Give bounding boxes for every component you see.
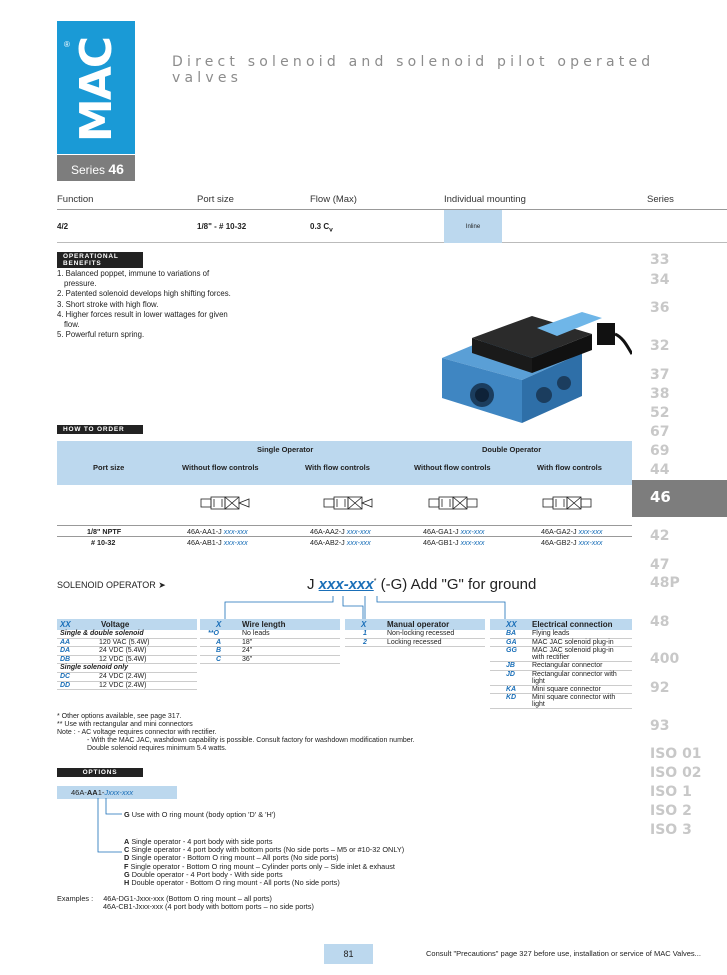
voltage-code: DD: [60, 681, 71, 689]
electrical-value-line: MAC JAC solenoid plug-in: [532, 647, 614, 655]
electrical-code: KD: [506, 694, 517, 702]
wire-code: **O: [208, 630, 219, 637]
electrical-value: Rectangular connector: [532, 662, 603, 670]
options-tag: OPTIONS: [57, 768, 143, 777]
order-code: [541, 538, 603, 547]
manual-key: X: [361, 620, 367, 629]
valve-symbol-icon: [425, 491, 485, 519]
note-line: * Other options available, see page 317.: [57, 713, 182, 720]
voltage-row: [57, 656, 197, 665]
voltage-header: [57, 619, 197, 630]
option-key: A: [124, 837, 130, 846]
hdr-flow: Flow (Max): [310, 194, 357, 205]
opt-code-bold: AA: [86, 788, 98, 797]
spec-function: 4/2: [57, 222, 69, 231]
code-xxx: xxx-xxx: [318, 576, 374, 593]
series-link-37[interactable]: 37: [650, 367, 670, 383]
hdr-single-without: Without flow controls: [182, 463, 259, 472]
order-port: # 10-32: [91, 538, 116, 547]
wire-code: A: [216, 638, 222, 646]
example-text: 46A-DG1-Jxxx-xxx (Bottom O ring mount – all ports): [103, 894, 272, 903]
order-code-base: 46A-AB2-J: [310, 538, 345, 547]
wire-code: B: [216, 647, 222, 655]
hdr-function: Function: [57, 194, 94, 205]
hdr-series: Series: [647, 194, 674, 205]
voltage-row: [57, 639, 197, 648]
examples-label: Examples :: [57, 894, 94, 903]
series-link-52[interactable]: 52: [650, 405, 670, 421]
wire-title: Wire length: [242, 620, 286, 629]
electrical-row: [490, 662, 632, 671]
electrical-table: [490, 619, 632, 709]
order-code-base: 46A-AA1-J: [187, 527, 222, 536]
solenoid-operator-label: SOLENOID OPERATOR ➤: [57, 580, 166, 590]
code-connector-lines: [215, 596, 515, 620]
electrical-value-line: light: [532, 677, 545, 685]
order-row: [57, 525, 632, 536]
wire-header: [200, 619, 340, 630]
mounting-inline: Inline: [444, 210, 502, 243]
benefit-item: 3. Short stroke with high flow.: [57, 299, 159, 309]
benefit-item: 4. Higher forces result in lower wattages for given flow.: [57, 309, 228, 330]
order-port: 1/8" NPTF: [87, 527, 122, 536]
electrical-value-line: Mini square connector with: [532, 694, 616, 702]
electrical-value-line: with rectifier: [532, 654, 570, 662]
electrical-row: [490, 671, 632, 686]
voltage-code: DC: [60, 672, 71, 680]
voltage-row: [57, 647, 197, 656]
series-link-iso3[interactable]: ISO 3: [650, 822, 692, 838]
electrical-key: XX: [506, 620, 517, 629]
series-link-69[interactable]: 69: [650, 443, 670, 459]
order-code-base: 46A-GA2-J: [541, 527, 577, 536]
order-code-base: 46A-AB1-J: [187, 538, 222, 547]
wire-value: 24": [242, 647, 253, 655]
series-link-38[interactable]: 38: [650, 386, 670, 402]
voltage-value: Single solenoid only: [60, 664, 129, 672]
valve-symbol-icon: [197, 491, 257, 519]
series-link-44[interactable]: 44: [650, 462, 670, 478]
wire-value: No leads: [242, 630, 270, 637]
order-code: [423, 527, 485, 536]
series-link-47[interactable]: 47: [650, 557, 670, 573]
manual-header: [345, 619, 485, 630]
wire-row: [200, 647, 340, 656]
series-link-46-active[interactable]: 46: [632, 480, 727, 517]
benefits-tag: OPERATIONAL BENEFITS: [57, 252, 143, 268]
note-line: Double solenoid requires minimum 5.4 watts.: [87, 745, 227, 752]
benefit-item: 2. Patented solenoid develops high shifting forces.: [57, 289, 231, 299]
order-code: [541, 527, 603, 536]
series-link-48[interactable]: 48: [650, 614, 670, 630]
code-j: J: [307, 576, 315, 593]
voltage-value: 24 VDC (5.4W): [99, 647, 147, 655]
option-key: H: [124, 878, 130, 888]
valve-symbol-icon: [539, 491, 599, 519]
registered-mark: ®: [64, 40, 70, 49]
hdr-double-with: With flow controls: [537, 463, 602, 472]
opt-code-mid: 1-: [97, 788, 105, 797]
electrical-value: MAC JAC solenoid plug-in: [532, 638, 614, 646]
note-line: Note : - AC voltage requires connector with rectifier.: [57, 729, 217, 736]
option-key: D: [124, 853, 130, 863]
order-code: [310, 527, 371, 536]
solenoid-code: [307, 576, 536, 593]
electrical-code: KA: [506, 685, 517, 693]
voltage-value: 120 VAC (5.4W): [99, 638, 150, 646]
order-code-suffix: xxx-xxx: [578, 527, 603, 536]
voltage-code: DA: [60, 647, 71, 655]
series-link-36[interactable]: 36: [650, 300, 670, 316]
order-code: [187, 538, 248, 547]
electrical-value: [532, 694, 615, 708]
order-code-base: 46A-GB1-J: [423, 538, 459, 547]
voltage-value: Single & double solenoid: [60, 630, 144, 637]
electrical-header: [490, 619, 632, 630]
spec-port: 1/8" - # 10-32: [197, 222, 247, 231]
order-code-suffix: xxx-xxx: [223, 538, 248, 547]
hdr-single-operator: Single Operator: [257, 445, 314, 454]
series-link-400[interactable]: 400: [650, 651, 680, 667]
order-code: [187, 527, 248, 536]
hdr-double-without: Without flow controls: [414, 463, 491, 472]
voltage-row: [57, 673, 197, 682]
manual-value: Non-locking recessed: [387, 630, 455, 637]
manual-title: Manual operator: [387, 620, 450, 629]
electrical-value: Flying leads: [532, 630, 570, 637]
electrical-value-line: light: [532, 701, 545, 709]
voltage-table: [57, 619, 197, 690]
spec-flow-sub: v: [329, 226, 333, 234]
manual-value: Locking recessed: [387, 638, 442, 646]
order-tag: HOW TO ORDER: [57, 425, 143, 434]
example-line: 46A-CB1-Jxxx-xxx (4 port body with bottom ports – no side ports): [103, 902, 314, 912]
electrical-code: GG: [506, 647, 517, 655]
mac-logo: MAC: [70, 37, 122, 143]
benefit-item: 1. Balanced poppet, immune to variations of pressure.: [57, 269, 210, 289]
electrical-code: JD: [506, 670, 515, 678]
order-code-suffix: xxx-xxx: [346, 538, 371, 547]
page-title: Direct solenoid and solenoid pilot operated valves: [172, 54, 655, 86]
opt-code-suffix: Jxxx-xxx: [104, 788, 134, 797]
order-code-suffix: xxx-xxx: [223, 527, 248, 536]
series-link-67[interactable]: 67: [650, 424, 670, 440]
voltage-value: 24 VDC (2.4W): [99, 672, 147, 680]
examples: [57, 895, 314, 911]
series-link-48p[interactable]: 48P: [650, 575, 680, 591]
electrical-row: [490, 630, 632, 639]
note-line: ** Use with rectangular and mini connectors: [57, 721, 193, 728]
order-code-base: 46A-GA1-J: [423, 527, 459, 536]
series-link-92[interactable]: 92: [650, 680, 670, 696]
wire-row: [200, 630, 340, 639]
voltage-value: 12 VDC (2.4W): [99, 681, 147, 689]
order-table-header: [57, 441, 632, 485]
hdr-port: Port size: [197, 194, 234, 205]
valve-symbol-icon: [320, 491, 380, 519]
option-value: Double operator - Bottom O ring mount - All ports (No side ports): [131, 878, 340, 888]
option-key: G: [124, 869, 130, 879]
voltage-row: [57, 682, 197, 691]
series-link-93[interactable]: 93: [650, 718, 670, 734]
code-ground: (-G) Add "G" for ground: [380, 576, 537, 593]
benefit-item: 5. Powerful return spring.: [57, 330, 145, 340]
option-g: [124, 810, 276, 819]
electrical-value-line: Rectangular connector with: [532, 670, 617, 678]
voltage-key: XX: [60, 620, 71, 629]
voltage-row: [57, 630, 197, 639]
order-code-suffix: xxx-xxx: [578, 538, 603, 547]
manual-row: [345, 630, 485, 639]
option-value: Single operator - 4 port body with side ports: [131, 837, 273, 846]
notes: [57, 713, 477, 753]
spec-flow-value: 0.3 C: [310, 222, 330, 231]
manual-code: 1: [363, 630, 367, 637]
code-star: *: [373, 578, 377, 585]
hdr-mounting: Individual mounting: [444, 194, 526, 205]
electrical-value: Mini square connector: [532, 685, 601, 693]
wire-value: 18": [242, 638, 253, 646]
series-number: 46: [108, 161, 124, 177]
wire-code: C: [216, 655, 222, 663]
order-code: [423, 538, 485, 547]
order-row: [57, 536, 632, 547]
wire-value: 36": [242, 655, 253, 663]
voltage-code: AA: [60, 638, 71, 646]
order-code-suffix: xxx-xxx: [460, 538, 485, 547]
order-code-suffix: xxx-xxx: [346, 527, 371, 536]
manual-code: 2: [363, 638, 367, 646]
voltage-row: [57, 664, 197, 673]
options-list: [124, 838, 404, 887]
series-link-iso01[interactable]: ISO 01: [650, 746, 702, 762]
electrical-row: [490, 686, 632, 695]
electrical-row: [490, 694, 632, 709]
option-key: F: [124, 861, 129, 871]
hdr-port-size: Port size: [93, 463, 125, 472]
electrical-value: [532, 647, 614, 661]
electrical-title: Electrical connection: [532, 620, 613, 629]
valve-product-image: [432, 298, 632, 428]
series-badge: [57, 155, 135, 181]
note-line: - With the MAC JAC, washdown capability is possible. Consult factory for washdown modification number.: [87, 737, 415, 744]
series-prefix: Series: [71, 163, 106, 177]
series-link-iso1[interactable]: ISO 1: [650, 784, 692, 800]
order-code-base: 46A-GB2-J: [541, 538, 577, 547]
order-code-base: 46A-AA2-J: [310, 527, 345, 536]
voltage-value: 12 VDC (5.4W): [99, 655, 147, 663]
opt-code-pre: 46A-: [71, 788, 87, 797]
hdr-double-operator: Double Operator: [482, 445, 542, 454]
page-number: 81: [324, 944, 373, 964]
benefits-list: [57, 269, 232, 340]
option-item: [124, 879, 404, 887]
wire-row: [200, 656, 340, 665]
order-code: [310, 538, 371, 547]
hdr-single-with: With flow controls: [305, 463, 370, 472]
electrical-row: [490, 647, 632, 662]
series-link-iso2[interactable]: ISO 2: [650, 803, 692, 819]
electrical-value: [532, 671, 617, 685]
spec-flow: [310, 222, 333, 234]
option-key: C: [124, 845, 130, 855]
spec-row: [57, 210, 727, 243]
option-value: Single operator - Bottom O ring mount – All ports (No side ports): [131, 853, 339, 863]
electrical-code: JB: [506, 662, 515, 670]
order-table: [57, 441, 632, 547]
wire-row: [200, 639, 340, 648]
manual-row: [345, 639, 485, 648]
option-value: Double operator - 4 Port body - With side ports: [131, 869, 283, 879]
manual-table: [345, 619, 485, 647]
series-link-34[interactable]: 34: [650, 272, 670, 288]
wire-table: [200, 619, 340, 664]
series-link-32[interactable]: 32: [650, 338, 670, 354]
valve-symbols-row: [57, 485, 632, 525]
option-value: Single operator - Bottom O ring mount – Cylinder ports only – Side inlet & exhaust: [130, 861, 395, 871]
wire-key: X: [216, 620, 222, 629]
voltage-code: DB: [60, 655, 71, 663]
voltage-title: Voltage: [101, 620, 130, 629]
electrical-code: GA: [506, 638, 517, 646]
option-value: Single operator - 4 port body with bottom ports (No side ports – M5 or #10-32 ONLY): [131, 845, 405, 855]
footer-note: Consult "Precautions" page 327 before use, installation or service of MAC Valves...: [426, 949, 701, 958]
series-link-iso02[interactable]: ISO 02: [650, 765, 702, 781]
series-link-42[interactable]: 42: [650, 528, 670, 544]
series-link-33[interactable]: 33: [650, 252, 670, 268]
option-key: G: [124, 810, 130, 819]
order-code-suffix: xxx-xxx: [460, 527, 485, 536]
spec-header: [57, 192, 727, 210]
option-value: Use with O ring mount (body option 'D' & 'H'): [131, 810, 276, 819]
electrical-code: BA: [506, 630, 517, 637]
electrical-row: [490, 639, 632, 648]
